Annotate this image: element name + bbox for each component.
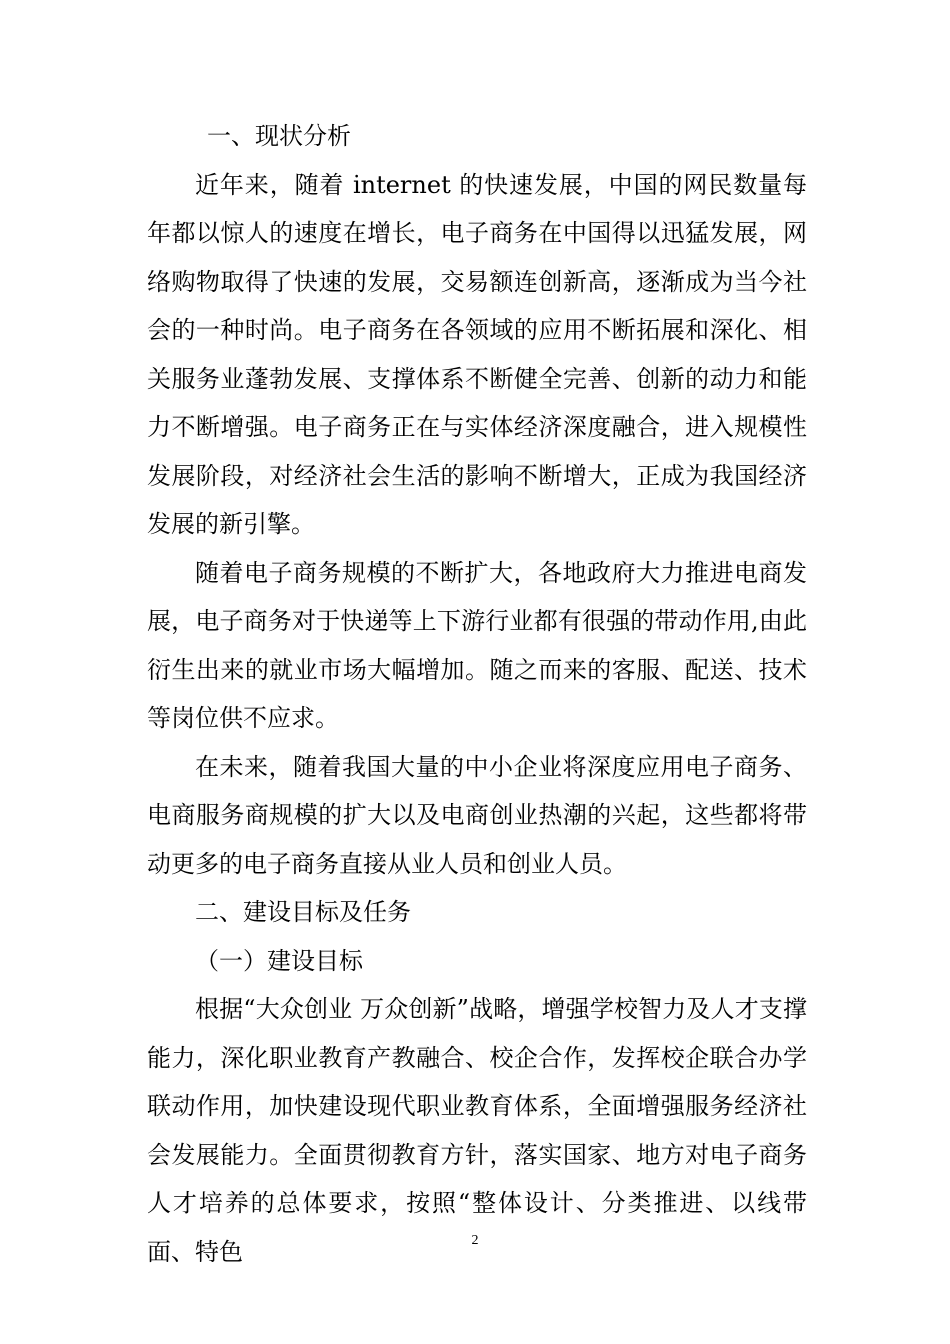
paragraph-future-outlook: 在未来，随着我国大量的中小企业将深度应用电子商务、电商服务商规模的扩大以及电商创业热潮的兴起，这些都将带动更多的电子商务直接从业人员和创业人员。 [147, 752, 807, 878]
paragraph-construction-goals: 根据“大众创业 万众创新”战略，增强学校智力及人才支撑能力，深化职业教育产教融合、校企合作，发挥校企联合办学联动作用，加快建设现代职业教育体系，全面增强服务经济社会发展能力。全面贯彻教育方针，落实国家、地方对电子商务人才培养的总体要求，按照“整体设计、分类推进、以线带面、特色 [147, 995, 807, 1266]
paragraph-ecommerce-development: 近年来，随着 internet 的快速发展，中国的网民数量每年都以惊人的速度在增长，电子商务在中国得以迅猛发展，网络购物取得了快速的发展，交易额连创新高，逐渐成为当今社会的一种时尚。电子商务在各领域的应用不断拓展和深化、相关服务业蓬勃发展、支撑体系不断健全完善、创新的动力和能力不断增强。电子商务正在与实体经济深度融合，进入规模性发展阶段，对经济社会生活的影响不断增大，正成为我国经济发展的新引擎。 [147, 170, 807, 538]
subsection-heading-goals: （一）建设目标 [195, 946, 363, 975]
section-heading-status-analysis: 一、现状分析 [207, 122, 351, 150]
paragraph-employment-market: 随着电子商务规模的不断扩大，各地政府大力推进电商发展，电子商务对于快递等上下游行业都有很强的带动作用,由此衍生出来的就业市场大幅增加。随之而来的客服、配送、技术等岗位供不应求。 [147, 558, 807, 732]
page-number: 2 [471, 1233, 479, 1248]
document-body [147, 112, 807, 1276]
section-heading-goals-tasks: 二、建设目标及任务 [195, 898, 411, 926]
